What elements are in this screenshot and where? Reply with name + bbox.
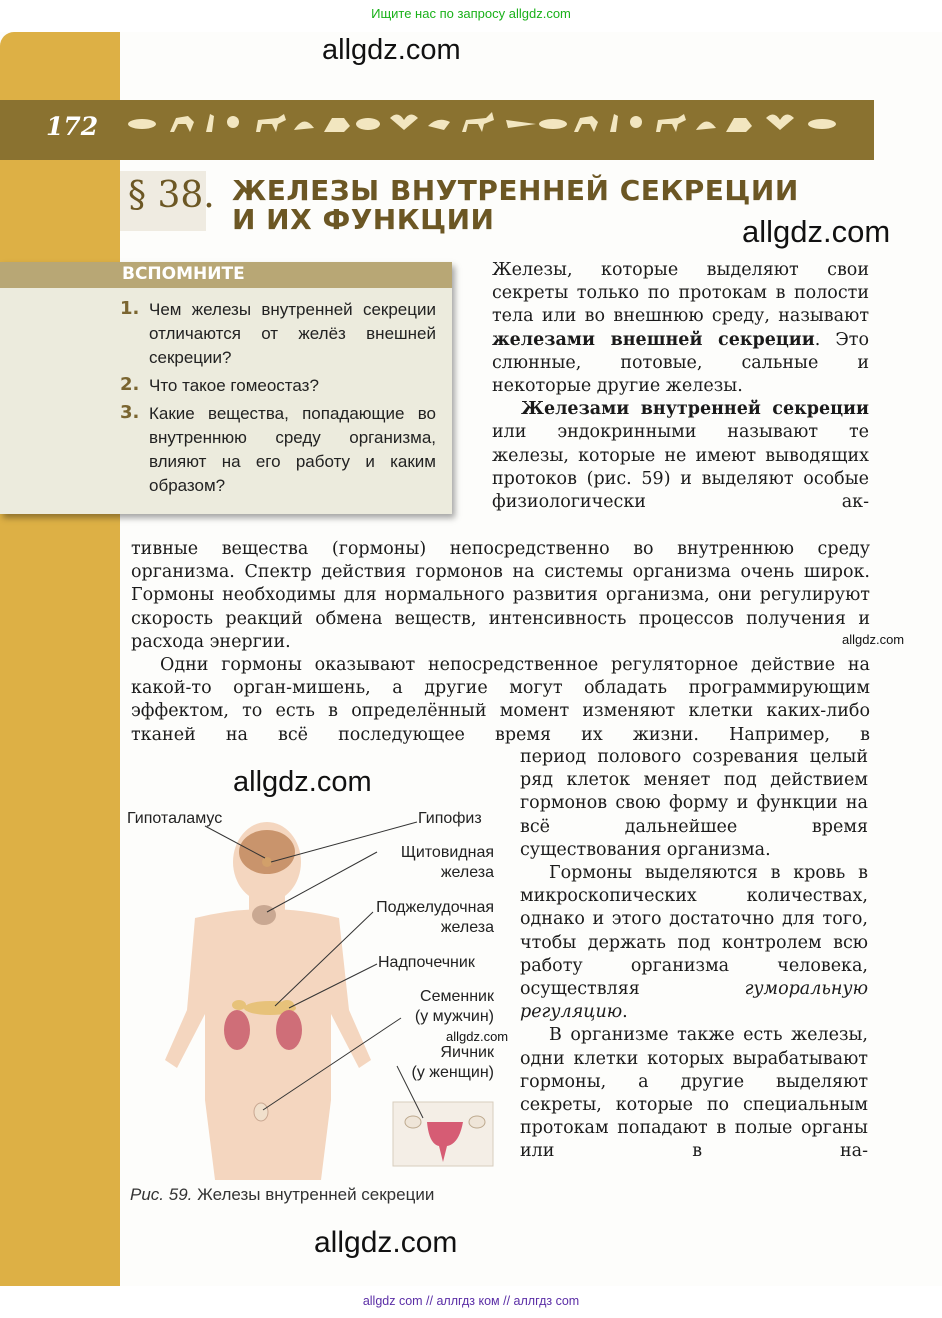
caption-number: Рис. 59. [130,1185,193,1204]
paragraph-3-start: Одни гормоны оказывают непосредственное регуляторное действие на какой-то орган-мишень, а другие могут обладать программирующим эффектом, то есть в определённый момент изменяют клетки каких-либо тканей на всё последующее время их жизни. Например, в [131,655,870,745]
label-line: Поджелудочная [376,899,494,916]
watermark: allgdz.com [322,34,461,66]
question-number: 2. [120,374,140,395]
label-line: Яичник [440,1044,494,1061]
label-adrenal: Надпочечник [378,954,475,971]
uterus-inset [393,1102,493,1166]
label-pancreas [344,898,494,938]
human-body-silhouette [165,822,371,1180]
label-pituitary: Гипофиз [418,810,482,827]
label-line: железа [440,919,494,936]
pituitary-icon [262,857,272,867]
text-full-width [131,538,870,747]
recall-question-3 [120,402,436,498]
watermark: allgdz.com [742,214,891,249]
recall-question-1 [120,298,436,370]
section-title-line-2: И ИХ ФУНКЦИИ [232,203,495,236]
footer-links[interactable]: allgdz com // аллгдз ком // аллгдз com [362,1294,580,1308]
question-text: Какие вещества, попадающие во внутреннюю среду организма, влияют на его работу и каким образом? [149,404,436,495]
text-column-right-bottom [520,746,868,1164]
page-number: 172 [46,112,99,141]
paragraph-2-end: тивные вещества (гормоны) непосредственно во внутреннюю среду организма. Спектр действия гормонов на системы организма очень широк. Гормоны необходимы для нормального развития организма, они регулируют скорость реакций обмена веществ, интенсивность процессов получения и расхода энергии. [131,539,870,652]
text-run: . [622,1002,628,1023]
label-line: Семенник [420,988,494,1005]
text-column-right-top [492,259,869,514]
question-text: Чем железы внутренней секреции отличаются от желёз внешней секреции? [149,300,436,367]
watermark: allgdz.com [233,766,372,798]
paragraph-5: В организме также есть железы, одни клетки которых вырабатывают гормоны, а другие выделяют секреты, которые по специальным протокам попадают в полые органы или в на- [520,1025,868,1162]
question-number: 3. [120,402,140,423]
recall-question-2 [120,374,436,398]
label-ovary [390,1043,494,1083]
question-text: Что такое гомеостаз? [149,376,319,395]
label-testis [396,987,494,1027]
caption-text: Железы внутренней секреции [197,1185,435,1204]
paragraph-2-start [492,398,869,514]
italic-term: гуморальную регуляцию [520,979,868,1023]
thyroid-icon [252,905,276,925]
label-line: (у женщин) [411,1064,494,1081]
top-search-notice[interactable]: Ищите нас по запросу allgdz.com [371,6,571,21]
bold-term: железами внешней секреции [492,329,815,350]
text-run: Железы, которые выделяют свои секреты только по протокам в полости тела или во внешнюю среду, называют [492,260,869,327]
section-title [232,176,799,234]
label-thyroid [364,843,494,883]
label-hypothalamus: Гипоталамус [127,810,223,827]
watermark: allgdz.com [842,632,905,647]
label-line: (у мужчин) [414,1008,494,1025]
text-run: или эндокринными называют те железы, которые не имеют выводящих протоков (рис. 59) и выделяют особые физиологически ак- [492,422,869,513]
watermark: allgdz.com [314,1226,458,1259]
animal-silhouettes-decoration [128,108,840,138]
paragraph-4 [520,862,868,1024]
text-run: . Это слюнные, потовые, сальные и некоторые другие железы. [492,329,869,397]
watermark: allgdz.com [446,1029,509,1044]
section-number: § 38. [128,175,215,216]
bold-term: Железами внутренней секреции [521,399,869,420]
section-title-line-1: ЖЕЛЕЗЫ ВНУТРЕННЕЙ СЕКРЕЦИИ [232,174,799,207]
paragraph-3-end: период полового созревания целый ряд клеток меняет под действием гормонов свою форму и функции на всё дальнейшее время существования организма. [520,747,868,860]
brain-icon [239,830,295,874]
label-line: Щитовидная [400,844,494,861]
paragraph-1 [492,259,869,398]
margin-stripe [0,32,120,1286]
label-line: железа [440,864,494,881]
question-number: 1. [120,298,140,319]
recall-title: ВСПОМНИТЕ [122,264,245,284]
text-run: Гормоны выделяются в кровь в микроскопических количествах, однако и этого достаточно для того, чтобы держать под контролем всю работу организма человека, осуществляя [520,863,868,1000]
figure-caption [130,1185,434,1205]
testis-icon [254,1103,268,1121]
